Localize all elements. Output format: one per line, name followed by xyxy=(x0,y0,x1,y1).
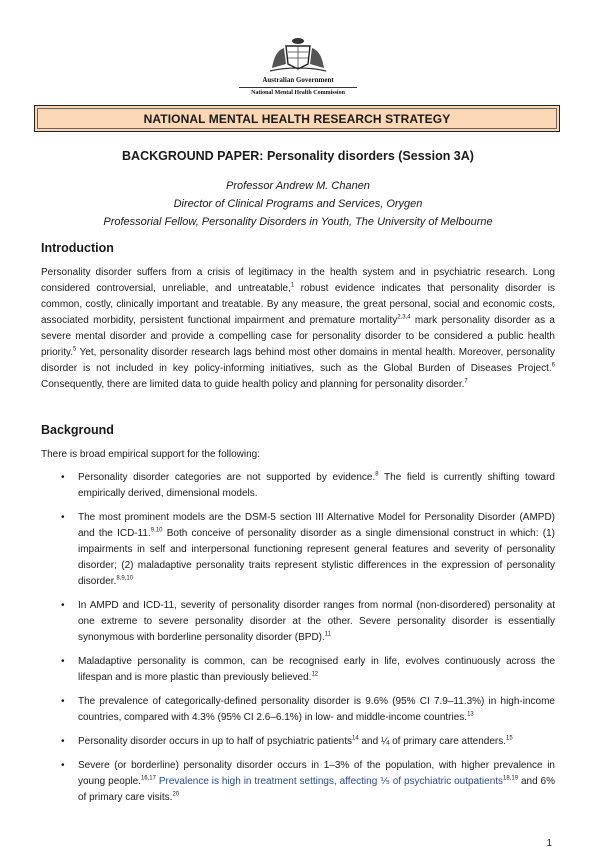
list-item: • The prevalence of categorically-defined personality disorder is 9.6% (95% CI 7.9–11.3%) in high-income countries, compared with 4.3% (95% CI 2.6–6.1%) in low- and middle-income countries.$^{13}$ xyxy=(61,696,555,723)
header-divider xyxy=(239,87,357,88)
bullet-icon: • xyxy=(61,472,65,483)
list-item: • Severe (or borderline) personality disorder occurs in 1–3% of the population, with higher prevalence in young people.$^{16,17}$ Prevalence is high in treatment settings, affecting ⅕ of psychiatric outpatients$^{18,19}$ and 6% of primary care visits.$^{20}$ xyxy=(61,760,555,803)
background-heading: Background xyxy=(41,423,114,437)
strategy-banner xyxy=(34,105,560,132)
government-name: Australian Government xyxy=(262,76,334,84)
bullet-icon: • xyxy=(61,656,65,667)
list-item: • The most prominent models are the DSM-5 section III Alternative Model for Personality Disorder (AMPD) and the ICD-11.$^{9,10}$ Both conceive of personality disorder as a single dimensional construct in which: (1) impairments in self and interpersonal functioning represent general features and severity of personality disorder; (2) maladaptive personality traits represent stylistic differences in the expression of personality disorder.$^{8,9,10}$ xyxy=(61,512,555,587)
background-lead: There is broad empirical support for the following: xyxy=(41,449,260,460)
paper-title: BACKGROUND PAPER: Personality disorders (Session 3A) xyxy=(122,149,474,163)
author-role-2: Professorial Fellow, Personality Disorders in Youth, The University of Melbourne xyxy=(103,216,493,228)
bullet-icon: • xyxy=(61,600,65,611)
list-item: • In AMPD and ICD-11, severity of personality disorder ranges from normal (non-disordered) personality at one extreme to severe personality disorder at the other. Severe personality disorder is essentially synonymous with borderline personality disorder (BPD).$^{11}$ xyxy=(61,600,555,643)
bullet-icon: • xyxy=(61,512,65,523)
bullet-icon: • xyxy=(61,696,65,707)
author-name: Professor Andrew M. Chanen xyxy=(226,180,370,192)
list-item: • Personality disorder categories are not supported by evidence.$^8$ The field is currently shifting toward empirically derived, dimensional models. xyxy=(61,471,555,499)
background-bullet-list xyxy=(41,470,555,814)
banner-text: NATIONAL MENTAL HEALTH RESEARCH STRATEGY xyxy=(143,111,451,126)
page-number: 1 xyxy=(546,838,552,849)
banner-inner-border xyxy=(37,108,557,129)
bullet-icon: • xyxy=(61,736,65,747)
author-role-1: Director of Clinical Programs and Services, Orygen xyxy=(173,198,423,210)
commission-name: National Mental Health Commission xyxy=(251,90,345,96)
bullet-icon: • xyxy=(61,760,65,771)
coat-of-arms-icon xyxy=(266,34,330,74)
list-item: • Personality disorder occurs in up to half of psychiatric patients$^{14}$ and ¼ of primary care attenders.$^{15}$ xyxy=(41,734,555,750)
intro-heading: Introduction xyxy=(41,241,114,255)
intro-paragraph: Personality disorder suffers from a crisis of legitimacy in the health system and in psychiatric research. Long considered controversial, unreliable, and untreatable,$^1$ robust evidence indicates that personality disorder is common, costly, clinically important and treatable. By any measure, the great personal, social and economic costs, associated morbidity, persistent functional impairment and premature mortality$^{2,3,4}$ mark personality disorder as a severe mental disorder and provide a compelling case for personality disorder to be considered a public health priority.$^5$ Yet, personality disorder research lags behind most other domains in mental health. Moreover, personality disorder is not included in key policy-informing initiatives, such as the Global Burden of Diseases Project.$^6$ Consequently, there are limited data to guide health policy and planning for personality disorder.$^7$ xyxy=(41,267,555,390)
list-item: • Maladaptive personality is common, can be recognised early in life, evolves continuously across the lifespan and is more plastic than previously believed.$^{12}$ xyxy=(61,656,555,683)
page-header xyxy=(0,34,596,97)
